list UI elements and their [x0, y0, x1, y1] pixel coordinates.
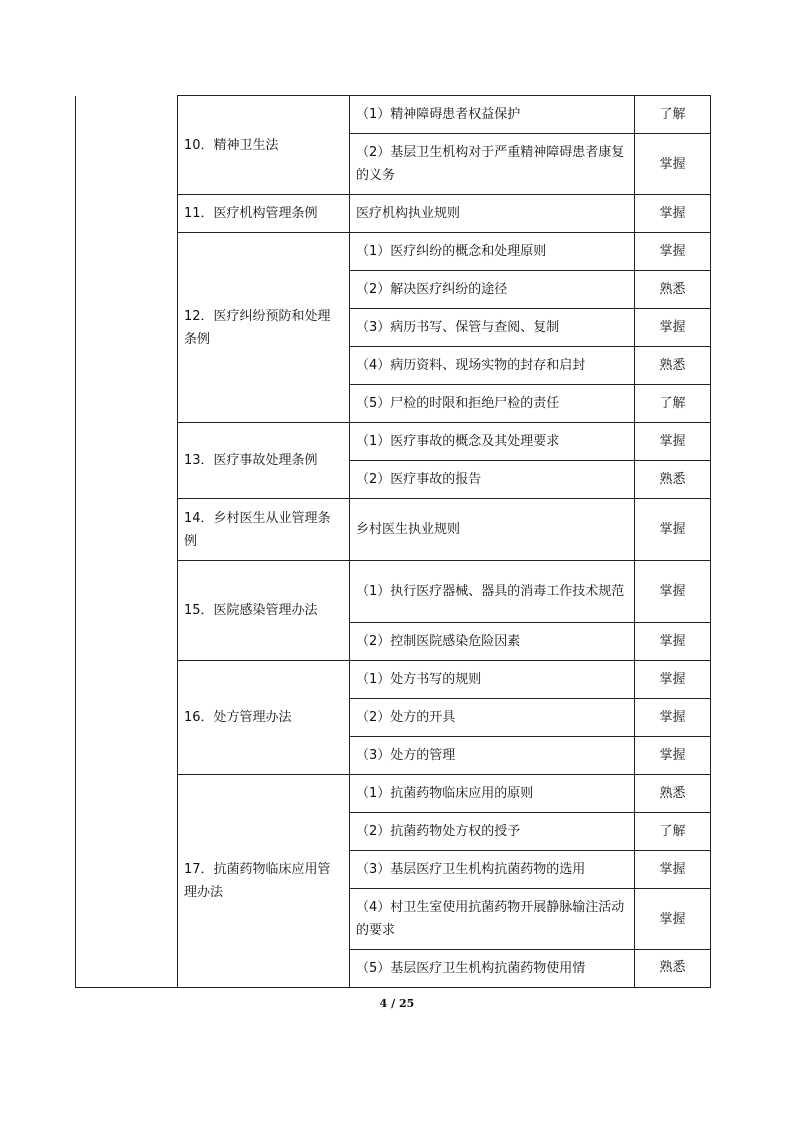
requirement-level-cell: 熟悉	[635, 775, 711, 813]
category-cell	[76, 96, 178, 988]
content-cell: （2）控制医院感染危险因素	[350, 623, 635, 661]
requirement-level-cell: 熟悉	[635, 461, 711, 499]
content-cell: （3）病历书写、保管与查阅、复制	[350, 309, 635, 347]
content-cell: （1）医疗纠纷的概念和处理原则	[350, 233, 635, 271]
requirement-level-cell: 了解	[635, 385, 711, 423]
content-cell: （1）精神障碍患者权益保护	[350, 96, 635, 134]
requirement-level-cell: 熟悉	[635, 271, 711, 309]
requirement-level-cell: 熟悉	[635, 950, 711, 988]
requirement-level-cell: 掌握	[635, 561, 711, 623]
content-cell: （3）处方的管理	[350, 737, 635, 775]
content-cell: （2）抗菌药物处方权的授予	[350, 813, 635, 851]
requirement-level-cell: 了解	[635, 813, 711, 851]
content-cell: （2）基层卫生机构对于严重精神障碍患者康复的义务	[350, 134, 635, 195]
content-cell: （1）医疗事故的概念及其处理要求	[350, 423, 635, 461]
content-cell: （4）病历资料、现场实物的封存和启封	[350, 347, 635, 385]
content-cell: （2）处方的开具	[350, 699, 635, 737]
page-number: 4 / 25	[379, 997, 415, 1010]
requirement-level-cell: 掌握	[635, 499, 711, 561]
content-cell: （1）处方书写的规则	[350, 661, 635, 699]
table-row	[76, 96, 711, 134]
requirement-level-cell: 熟悉	[635, 347, 711, 385]
requirement-level-cell: 掌握	[635, 233, 711, 271]
law-title-cell: 15．医院感染管理办法	[178, 561, 350, 661]
law-title-cell: 12．医疗纠纷预防和处理条例	[178, 233, 350, 423]
content-cell: （1）执行医疗器械、器具的消毒工作技术规范	[350, 561, 635, 623]
content-cell: （2）医疗事故的报告	[350, 461, 635, 499]
requirement-level-cell: 掌握	[635, 661, 711, 699]
requirement-level-cell: 掌握	[635, 134, 711, 195]
content-cell: （4）村卫生室使用抗菌药物开展静脉输注活动的要求	[350, 889, 635, 950]
requirement-level-cell: 掌握	[635, 889, 711, 950]
requirement-level-cell: 掌握	[635, 195, 711, 233]
content-cell: （1）抗菌药物临床应用的原则	[350, 775, 635, 813]
content-cell: （5）尸检的时限和拒绝尸检的责任	[350, 385, 635, 423]
content-cell: （2）解决医疗纠纷的途径	[350, 271, 635, 309]
requirement-level-cell: 掌握	[635, 309, 711, 347]
content-cell: （3）基层医疗卫生机构抗菌药物的选用	[350, 851, 635, 889]
law-title-cell: 17．抗菌药物临床应用管理办法	[178, 775, 350, 988]
syllabus-table-body	[76, 96, 711, 988]
requirement-level-cell: 掌握	[635, 423, 711, 461]
requirement-level-cell: 掌握	[635, 699, 711, 737]
content-cell: 医疗机构执业规则	[350, 195, 635, 233]
requirement-level-cell: 掌握	[635, 623, 711, 661]
law-title-cell: 14．乡村医生从业管理条例	[178, 499, 350, 561]
requirement-level-cell: 掌握	[635, 737, 711, 775]
law-title-cell: 13．医疗事故处理条例	[178, 423, 350, 499]
content-cell: 乡村医生执业规则	[350, 499, 635, 561]
content-cell: （5）基层医疗卫生机构抗菌药物使用情	[350, 950, 635, 988]
law-title-cell: 10．精神卫生法	[178, 96, 350, 195]
requirement-level-cell: 了解	[635, 96, 711, 134]
law-title-cell: 11．医疗机构管理条例	[178, 195, 350, 233]
syllabus-table	[75, 95, 711, 988]
law-title-cell: 16．处方管理办法	[178, 661, 350, 775]
requirement-level-cell: 掌握	[635, 851, 711, 889]
